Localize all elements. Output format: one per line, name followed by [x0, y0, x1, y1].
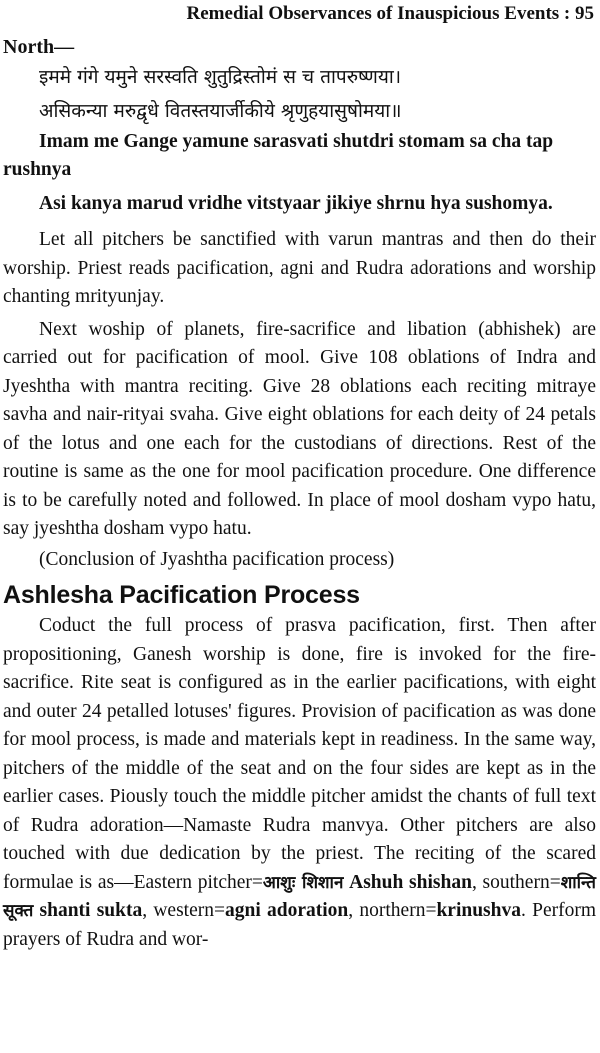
western-text: agni adoration	[225, 900, 349, 921]
transliteration-line-1: Imam me Gange yamune sarasvati shutdri stomam sa cha tap rushnya	[3, 131, 554, 180]
eastern-sanskrit: आशुः शिशान	[262, 872, 344, 893]
paragraph-planet-worship: Next woship of planets, fire-sacrifice and libation (abhishek) are carried out for pacification of mool. Give 108 oblations of Indra and Jyeshtha with mantra reciting. Give 28 oblations each reciting mitraye savha and nair-rityai svaha. Give eight oblations for each deity of 24 petals of the lotus and one each for the custodians of directions. Rest of the routine is same as the one for mool pacification procedure. One difference is to be carefully noted and followed. In place of mool dosham vypo hatu, say jyeshtha dosham vypo hatu.	[3, 318, 596, 539]
sep-western: , western=	[142, 900, 225, 921]
paragraph-ashlesha	[3, 612, 596, 954]
eastern-translit: Ashuh shishan	[343, 871, 472, 893]
running-header: Remedial Observances of Inauspicious Events : 95	[186, 3, 594, 24]
north-label: North—	[3, 36, 75, 58]
ashlesha-ending: . Perform prayers of Rudra and wor-	[3, 900, 596, 950]
transliteration-line-2: Asi kanya marud vridhe vitstyaar jikiye shrnu hya sushomya.	[39, 193, 553, 214]
northern-text: krinushva	[436, 900, 521, 921]
southern-translit: shanti sukta	[33, 900, 143, 921]
sanskrit-verse-line-2: असिकन्या मरुद्वृधे वितस्तयार्जीकीये श्रृणुहयासुषोमया॥	[39, 100, 402, 122]
ashlesha-text: Coduct the full process of prasva pacification, first. Then after propositioning, Ganesh worship is done, fire is invoked for the fire-sacrifice. Rite seat is configured as in the earlier pacifications, with eight and outer 24 petalled lotuses' figures. Provision of pacification as was done for mool process, is made and materials kept in readiness. In the same way, pitchers of the middle of the seat and on the four sides are kept as in the earlier cases. Piously touch the middle pitcher amidst the chants of full text of Rudra adoration—Namaste Rudra manvya. Other pitchers are also touched with due dedication by the priest. The reciting of the scared formulae is as—Eastern pitcher=	[3, 615, 596, 893]
conclusion-note: (Conclusion of Jyashtha pacification process)	[39, 548, 395, 570]
southern-sanskrit: शान्ति सूक्त	[3, 872, 596, 921]
sep-northern: , northern=	[348, 900, 437, 921]
sanskrit-verse-line-1: इममे गंगे यमुने सरस्वति शुतुद्रिस्तोमं स च तापरुष्णया।	[39, 66, 402, 88]
sep-southern: , southern=	[471, 871, 561, 893]
paragraph-pitchers: Let all pitchers be sanctified with varun mantras and then do their worship. Priest reads pacification, agni and Rudra adorations and worship chanting mrityunjay.	[3, 229, 596, 307]
section-heading: Ashlesha Pacification Process	[3, 581, 360, 609]
